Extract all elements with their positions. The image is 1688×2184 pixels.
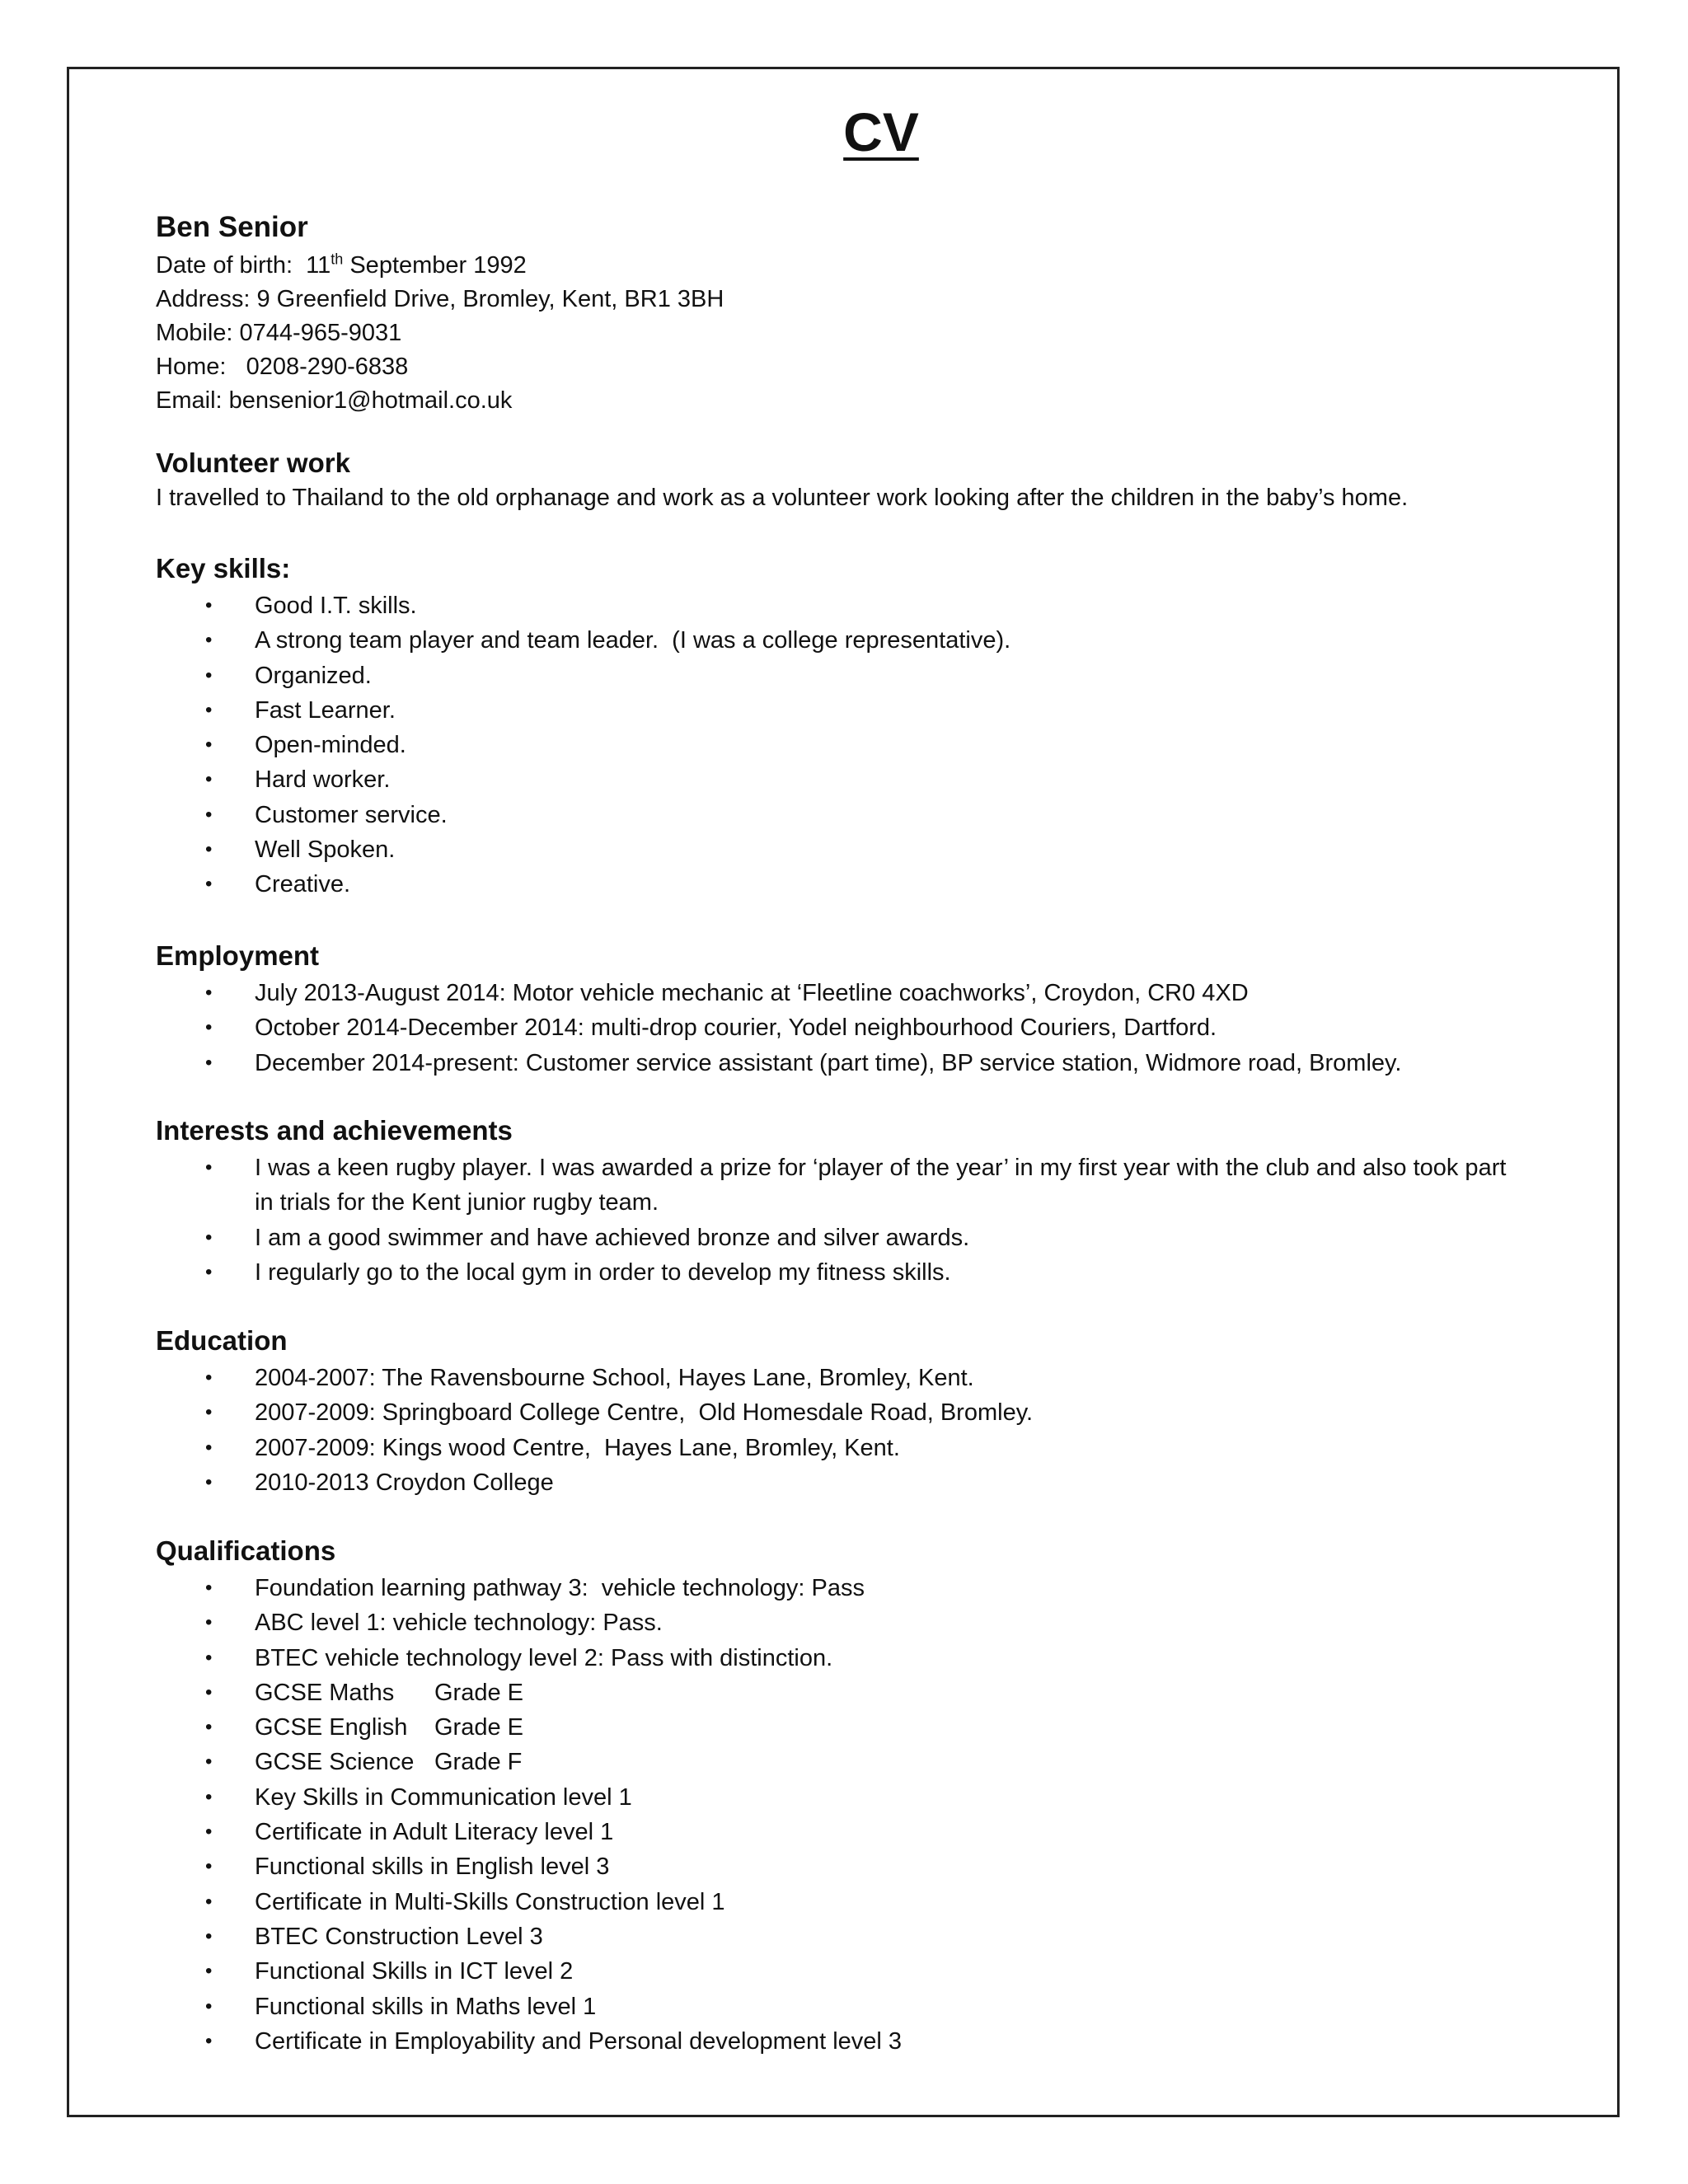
gcse-grade: Grade F	[434, 1749, 523, 1776]
interests-heading: Interests and achievements	[156, 1115, 513, 1146]
list-item: • 2007-2009: Springboard College Centre, Old Homesdale Road, Bromley.	[156, 1395, 1573, 1430]
bullet-icon: •	[205, 1016, 213, 1039]
qualifications-list	[156, 1571, 1573, 2059]
key-skills-list	[156, 588, 1573, 902]
bullet-icon: •	[205, 1785, 213, 1808]
list-item: • Open-minded.	[156, 728, 1573, 762]
address: Address: 9 Greenfield Drive, Bromley, Kent, BR1 3BH	[156, 286, 724, 312]
employment-heading: Employment	[156, 940, 320, 971]
bullet-icon: •	[205, 698, 213, 721]
bullet-icon: •	[205, 982, 213, 1004]
gcse-grade: Grade E	[434, 1679, 523, 1706]
bullet-icon: •	[205, 1821, 213, 1844]
list-item: • Customer service.	[156, 798, 1573, 832]
bullet-icon: •	[205, 1401, 213, 1424]
list-item: • Well Spoken.	[156, 832, 1573, 867]
bullet-icon: •	[205, 838, 213, 861]
bullet-icon: •	[205, 1680, 213, 1704]
list-item: • December 2014-present: Customer service assistant (part time), BP service station, Widmore road, Bromley.	[156, 1046, 1573, 1080]
key-skills-section	[156, 551, 1573, 902]
bullet-icon: •	[205, 2029, 213, 2052]
bullet-icon: •	[205, 1577, 213, 1599]
dob-day: 11	[306, 252, 331, 279]
bullet-icon: •	[205, 1924, 213, 1947]
bullet-icon: •	[205, 1156, 213, 1179]
list-item: • 2007-2009: Kings wood Centre, Hayes Lane, Bromley, Kent.	[156, 1431, 1573, 1465]
bullet-icon: •	[205, 1260, 213, 1283]
gcse-row	[156, 1745, 1573, 1779]
list-item: • ABC level 1: vehicle technology: Pass.	[156, 1605, 1573, 1640]
list-item: • A strong team player and team leader. (I was a college representative).	[156, 623, 1573, 658]
list-item: • Fast Learner.	[156, 693, 1573, 728]
list-item: • Certificate in Multi-Skills Construction level 1	[156, 1885, 1573, 1919]
education-list	[156, 1361, 1573, 1500]
bullet-icon: •	[205, 1051, 213, 1074]
list-item: • Foundation learning pathway 3: vehicle technology: Pass	[156, 1571, 1573, 1605]
volunteer-heading: Volunteer work	[156, 448, 350, 478]
list-item: • Functional skills in Maths level 1	[156, 1990, 1573, 2024]
key-skills-heading: Key skills:	[156, 553, 291, 583]
gcse-subject: GCSE Maths	[255, 1679, 395, 1706]
list-item: • Functional skills in English level 3	[156, 1849, 1573, 1884]
list-item: • Organized.	[156, 658, 1573, 693]
contact-details	[156, 249, 724, 418]
bullet-icon: •	[205, 1470, 213, 1493]
bullet-icon: •	[205, 629, 213, 652]
education-heading: Education	[156, 1325, 288, 1356]
mobile: Mobile: 0744-965-9031	[156, 320, 402, 346]
interests-section	[156, 1113, 1573, 1290]
bullet-icon: •	[205, 1716, 213, 1739]
list-item: • I am a good swimmer and have achieved bronze and silver awards.	[156, 1221, 1573, 1255]
bullet-icon: •	[205, 1226, 213, 1249]
bullet-icon: •	[205, 733, 213, 757]
list-item: • Key Skills in Communication level 1	[156, 1780, 1573, 1815]
list-item: • I was a keen rugby player. I was awarded a prize for ‘player of the year’ in my first year with the club and also took part in trials for the Kent junior rugby team.	[156, 1151, 1507, 1221]
list-item: • July 2013-August 2014: Motor vehicle mechanic at ‘Fleetline coachworks’, Croydon, CR0 4XD	[156, 976, 1573, 1010]
gcse-subject: GCSE Science	[255, 1749, 415, 1776]
candidate-name: Ben Senior	[156, 211, 308, 243]
list-item: • BTEC Construction Level 3	[156, 1919, 1573, 1954]
cv-title: CV	[843, 101, 919, 162]
date-of-birth	[156, 249, 724, 283]
list-item: • 2004-2007: The Ravensbourne School, Hayes Lane, Bromley, Kent.	[156, 1361, 1573, 1395]
gcse-row	[156, 1675, 1573, 1710]
list-item: • 2010-2013 Croydon College	[156, 1465, 1573, 1500]
bullet-icon: •	[205, 1960, 213, 1983]
dob-label: Date of birth:	[156, 252, 293, 279]
list-item: • Certificate in Employability and Personal development level 3	[156, 2024, 1573, 2059]
list-item: • Certificate in Adult Literacy level 1	[156, 1815, 1573, 1849]
bullet-icon: •	[205, 1890, 213, 1913]
bullet-icon: •	[205, 1366, 213, 1389]
bullet-icon: •	[205, 768, 213, 791]
dob-suffix: th	[331, 251, 344, 268]
bullet-icon: •	[205, 1750, 213, 1774]
bullet-icon: •	[205, 1611, 213, 1634]
bullet-icon: •	[205, 1646, 213, 1669]
home-phone: Home: 0208-290-6838	[156, 354, 409, 380]
list-item: • I regularly go to the local gym in order to develop my fitness skills.	[156, 1255, 1573, 1290]
list-item: • Good I.T. skills.	[156, 588, 1573, 623]
dob-rest: September 1992	[349, 252, 527, 279]
qualifications-section	[156, 1533, 1573, 2059]
bullet-icon: •	[205, 1994, 213, 2018]
education-section	[156, 1323, 1573, 1500]
bullet-icon: •	[205, 1855, 213, 1878]
bullet-icon: •	[205, 873, 213, 896]
bullet-icon: •	[205, 803, 213, 826]
volunteer-section	[156, 445, 1573, 515]
employment-list	[156, 976, 1573, 1080]
list-item: • Hard worker.	[156, 762, 1573, 797]
qualifications-heading: Qualifications	[156, 1535, 336, 1566]
list-item: • BTEC vehicle technology level 2: Pass with distinction.	[156, 1641, 1573, 1675]
email: Email: bensenior1@hotmail.co.uk	[156, 387, 513, 414]
gcse-row	[156, 1710, 1573, 1745]
employment-section	[156, 938, 1573, 1080]
bullet-icon: •	[205, 594, 213, 616]
list-item: • Functional Skills in ICT level 2	[156, 1954, 1573, 1989]
bullet-icon: •	[205, 1436, 213, 1459]
bullet-icon: •	[205, 663, 213, 687]
interests-list	[156, 1151, 1573, 1290]
list-item: • October 2014-December 2014: multi-drop courier, Yodel neighbourhood Couriers, Dartford.	[156, 1010, 1573, 1045]
gcse-subject: GCSE English	[255, 1714, 408, 1741]
list-item: • Creative.	[156, 867, 1573, 902]
volunteer-text: I travelled to Thailand to the old orphanage and work as a volunteer work looking after the children in the baby’s home.	[156, 485, 1409, 511]
gcse-grade: Grade E	[434, 1714, 523, 1741]
